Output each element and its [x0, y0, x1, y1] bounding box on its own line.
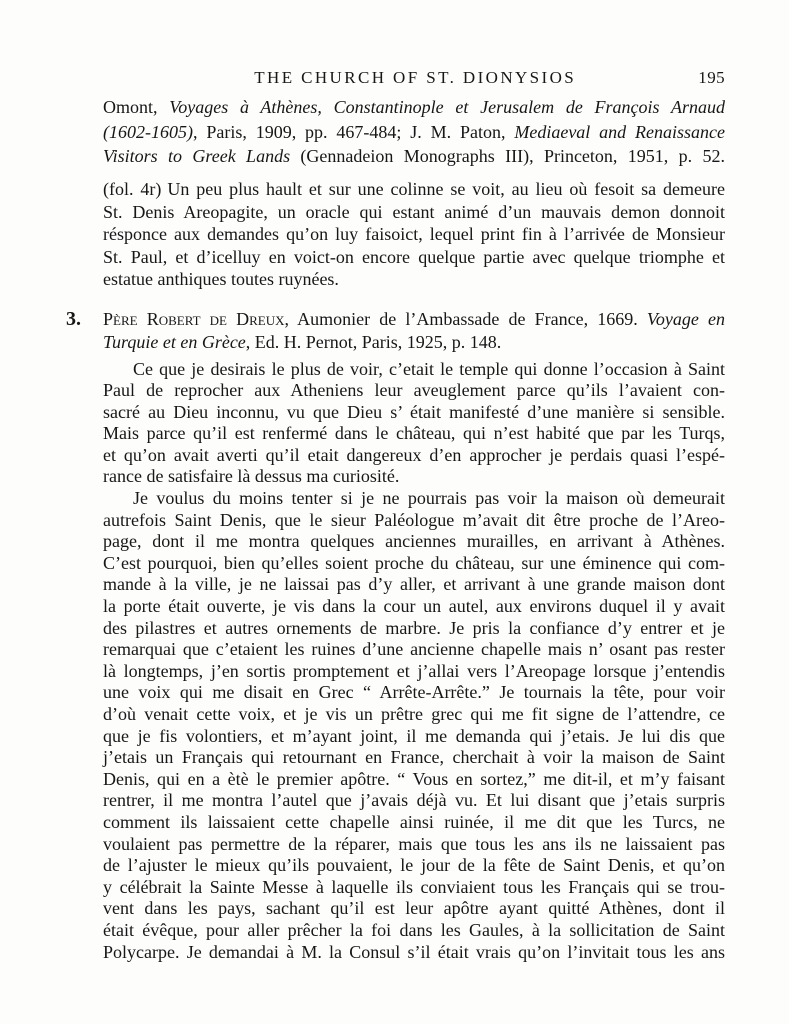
- paragraph-line: rentrer, il me montra l’autel que j’avais déjà vu. Et lui disant que j’etais surpris: [103, 790, 725, 811]
- excerpt-line: estatue anthiques toutes ruynées.: [103, 269, 339, 289]
- paragraph-line: et qu’on avait averti qu’il etait dangereux d’en approcher je perdais quasi l’espé-: [103, 444, 725, 465]
- excerpt-line: St. Paul, et d’icelluy en voict-on encore quelque partie avec quelque triomphe et: [103, 246, 725, 267]
- citation-title: Mediaeval and Renaissance: [514, 121, 725, 142]
- running-head: [103, 66, 725, 90]
- page-number: 195: [698, 68, 725, 87]
- paragraph-line: là longtemps, j’en sortis promptement et j’allai vers l’Areopage lorsque j’entendis: [103, 660, 725, 681]
- paragraph-line: j’etais un Français qui retournant en France, cherchait à voir la maison de Saint: [103, 747, 725, 768]
- excerpt-text: Un peu plus hault et sur une colinne se voit, au lieu où fesoit sa demeure: [167, 179, 725, 199]
- citation-line: [103, 95, 725, 120]
- source-heading-line: [103, 308, 725, 331]
- source-number: 3.: [66, 308, 81, 330]
- citation-text: , Paris, 1909, pp. 467-484; J. M. Paton,: [192, 121, 515, 142]
- paragraph-line: mande à la ville, je ne laissai pas d’y aller, et arrivant à une grande maison dont: [103, 574, 725, 595]
- paragraph-line: Denis, qui en a ètè le premier apôtre. “ Vous en sortez,” me dit-il, et m’y faisant: [103, 768, 725, 789]
- source-text: , Aumonier de l’Ambassade de France, 1669.: [284, 309, 647, 329]
- paragraph-line: la porte était ouverte, je vis dans la cour un autel, aux environs duquel il y avait: [103, 596, 725, 617]
- source-title: Turquie et en Grèce: [103, 332, 246, 352]
- citation-title: Voyages à Athènes, Constantinople et Jerusalem de François Arnaud: [169, 97, 725, 117]
- excerpt-line: [103, 178, 725, 201]
- paragraph-line: Mais parce qu’il est renfermé dans le château, qui n’est habité que par les Turqs,: [103, 423, 725, 444]
- paragraph-line: page, dont il me montra quelques anciennes murailles, en arrivant à Athènes.: [103, 531, 725, 552]
- paragraph-line: que je fis volontiers, et m’ayant joint, il me demanda qui j’etais. Je lui dis que: [103, 725, 725, 746]
- paragraph-line: rance de satisfaire là dessus ma curiosité.: [103, 466, 400, 487]
- excerpt-paragraph: [103, 488, 725, 963]
- running-head-title: THE CHURCH OF ST. DIONYSIOS: [254, 68, 577, 87]
- paragraph-line: Ce que je desirais le plus de voir, c’etait le temple qui donne l’occasion à Saint: [133, 358, 725, 379]
- folio-reference: (fol. 4r): [103, 179, 162, 199]
- source-title: Voyage en: [646, 309, 726, 329]
- paragraph-line: était évêque, pour aller prêcher la foi dans les Gaules, à la sollicitation de Saint: [103, 919, 725, 940]
- paragraph-line: y célébrait la Sainte Messe à laquelle ils conviaient tous les Français qui se trou-: [103, 876, 725, 897]
- paragraph-line: une voix qui me disait en Grec “ Arrête-Arrête.” Je tournais la tête, pour voir: [103, 682, 725, 703]
- paragraph-line: des pilastres et autres ornements de marbre. Je pris la confiance d’y entrer et je: [103, 617, 725, 638]
- paragraph-line: Je voulus du moins tenter si je ne pourrais pas voir la maison où demeurait: [133, 488, 725, 509]
- citation-line: [103, 120, 725, 145]
- excerpt-paragraph: [103, 359, 725, 489]
- excerpt-line: St. Denis Areopagite, un oracle qui estant animé d’un mauvais demon donnoit: [103, 201, 725, 222]
- paragraph-line: autrefois Saint Denis, que le sieur Paléologue m’avait dit être proche de l’Areo-: [103, 509, 725, 530]
- citation-title: Visitors to Greek Lands: [103, 146, 291, 166]
- paragraph-line: de l’ajuster le mieux qu’ils pouvaient, le jour de la fête de Saint Denis, et qu’on: [103, 855, 725, 876]
- paragraph-line: remarquai que c’etaient les ruines d’une ancienne chapelle mais n’ osant pas rester: [103, 639, 725, 660]
- paragraph-line: comment ils laissaient cette chapelle ainsi ruinée, il me dit que les Turcs, ne: [103, 811, 725, 832]
- source-3-excerpt: [103, 359, 725, 964]
- bibliographic-citation: [103, 95, 725, 169]
- paragraph-line: d’où venait cette voix, et je vis un prêtre grec qui me fit signe de l’attendre, ce: [103, 704, 725, 724]
- source-3-heading: [66, 308, 726, 354]
- citation-line: [103, 144, 725, 169]
- paragraph-line: Paul de reprocher aux Atheniens leur aveuglement parce qu’ils l’avaient con-: [103, 380, 725, 401]
- paragraph-line: sacré au Dieu inconnu, vu que Dieu s’ était manifesté d’une manière si sensible.: [103, 401, 725, 422]
- source-heading-line: [103, 331, 725, 354]
- citation-text: (Gennadeion Monographs III), Princeton, 1951, p. 52.: [290, 146, 725, 166]
- source-2-excerpt: [103, 178, 725, 291]
- citation-title: (1602-1605): [103, 121, 193, 142]
- paragraph-line: vent dans les pays, sachant qu’il est leur apôtre ayant quitté Athènes, dont il: [103, 898, 725, 919]
- paragraph-line: C’est pourquoi, bien qu’elles soient proche du château, sur une éminence qui com-: [103, 552, 725, 573]
- source-author: Père Robert de Dreux: [103, 309, 285, 329]
- excerpt-line: résponce aux demandes qu’on luy faisoict, lequel print fin à l’arrivée de Monsieur: [103, 224, 725, 244]
- paragraph-line: Polycarpe. Je demandai à M. la Consul s’il était vrais qu’on l’invitait tous les ans: [103, 941, 725, 962]
- paragraph-line: voulaient pas permettre de la réparer, mais que tous les ans ils ne laissaient pas: [103, 833, 725, 854]
- citation-text: Omont,: [103, 97, 170, 117]
- source-text: , Ed. H. Pernot, Paris, 1925, p. 148.: [245, 332, 502, 352]
